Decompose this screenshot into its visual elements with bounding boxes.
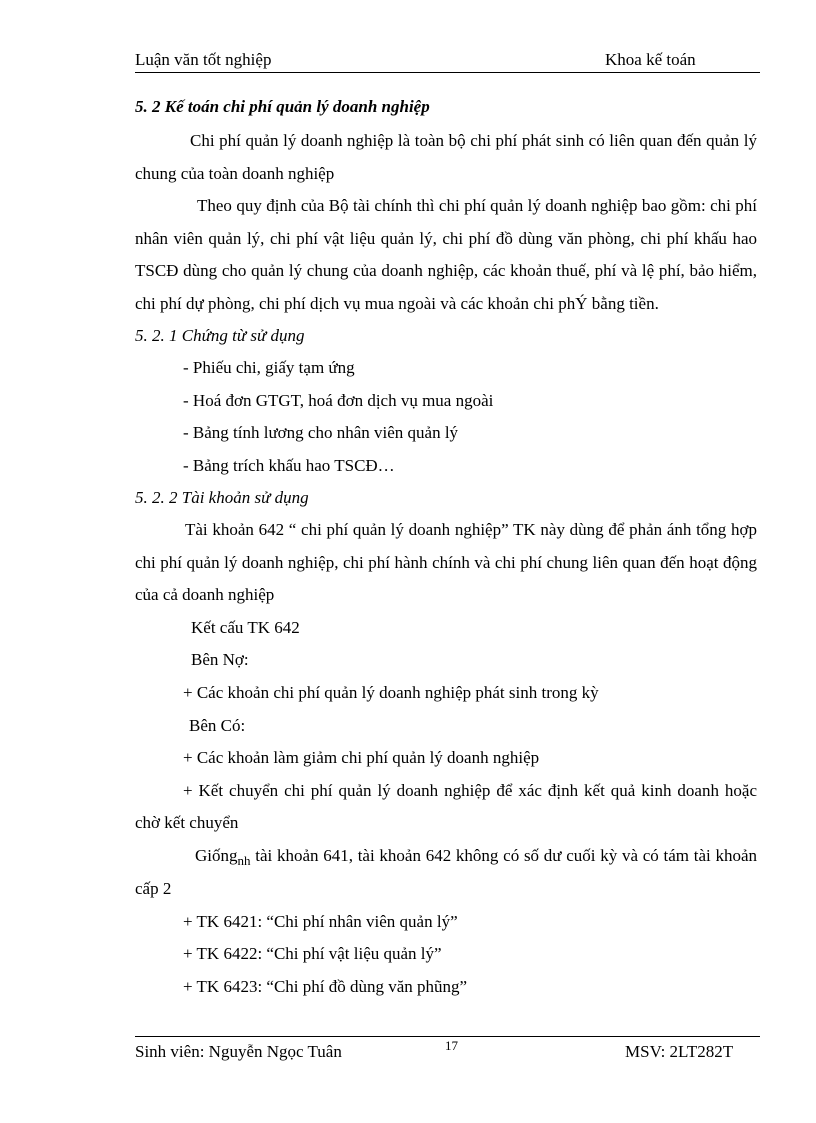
credit-item: + Kết chuyển chi phí quản lý doanh nghiệp để xác định kết quả kinh doanh hoặc chờ kết chuyển: [135, 780, 757, 833]
account-item: + TK 6421: “Chi phí nhân viên quản lý”: [183, 911, 458, 931]
subsection-accounts-title: 5. 2. 2 Tài khoản sử dụng: [135, 488, 309, 508]
structure-label: Kết cấu TK 642: [191, 617, 300, 637]
regulation-paragraph: Theo quy định của Bộ tài chính thì chi phí quản lý doanh nghiệp bao gồm: chi phí nhân viên quản lý, chi phí vật liệu quản lý, chi phí đồ dùng văn phòng, chi phí khấu hao TSCĐ dùng cho quản lý chung của doanh nghiệp, các khoản thuế, phí và lệ phí, bảo hiểm, chi phí dự phòng, chi phí dịch vụ mua ngoài và các khoản chi phÝ bằng tiền.: [135, 196, 757, 313]
page-footer: [135, 1038, 760, 1066]
intro-paragraph: Chi phí quản lý doanh nghiệp là toàn bộ chi phí phát sinh có liên quan đến quản lý chung của toàn doanh nghiệp: [135, 131, 757, 183]
credit-item: + Các khoản làm giảm chi phí quản lý doanh nghiệp: [183, 748, 540, 768]
similar-start: Giống: [195, 845, 238, 865]
section-title: 5. 2 Kế toán chi phí quản lý doanh nghiệp: [135, 97, 430, 116]
credit-label: Bên Có:: [189, 715, 246, 735]
similar-rest: tài khoản 641, tài khoản 642 không có số dư cuối kỳ và có tám tài khoản cấp 2: [135, 845, 757, 899]
header-department: Khoa kế toán: [605, 50, 696, 69]
account-item: + TK 6423: “Chi phí đồ dùng văn phũng”: [183, 977, 468, 997]
debit-item: + Các khoản chi phí quản lý doanh nghiệp phát sinh trong kỳ: [183, 683, 599, 703]
footer-student-id: MSV: 2LT282T: [625, 1042, 734, 1061]
account-item: + TK 6422: “Chi phí vật liệu quản lý”: [183, 944, 442, 964]
account-paragraph: Tài khoản 642 “ chi phí quản lý doanh nghiệp” TK này dùng để phản ánh tổng hợp chi phí quản lý doanh nghiệp, chi phí hành chính và chi phí chung liên quan đến hoạt động của cả doanh nghiệp: [135, 520, 757, 605]
page-content: [135, 95, 757, 1004]
similar-nh: nh: [237, 852, 251, 868]
page-header: [135, 50, 760, 73]
similar-paragraph: [135, 840, 757, 906]
document-item: - Hoá đơn GTGT, hoá đơn dịch vụ mua ngoài: [183, 390, 494, 410]
document-item: - Bảng tính lương cho nhân viên quản lý: [183, 423, 459, 443]
page-number: 17: [445, 1038, 458, 1053]
header-thesis-label: Luận văn tốt nghiệp: [135, 50, 272, 69]
document-item: - Phiếu chi, giấy tạm ứng: [183, 358, 355, 377]
debit-label: Bên Nợ:: [191, 650, 249, 670]
document-item: - Bảng trích khấu hao TSCĐ…: [183, 455, 395, 475]
footer-student: Sinh viên: Nguyễn Ngọc Tuân: [135, 1042, 342, 1061]
footer-divider: [135, 1036, 760, 1037]
subsection-documents-title: 5. 2. 1 Chứng từ sử dụng: [135, 326, 305, 345]
